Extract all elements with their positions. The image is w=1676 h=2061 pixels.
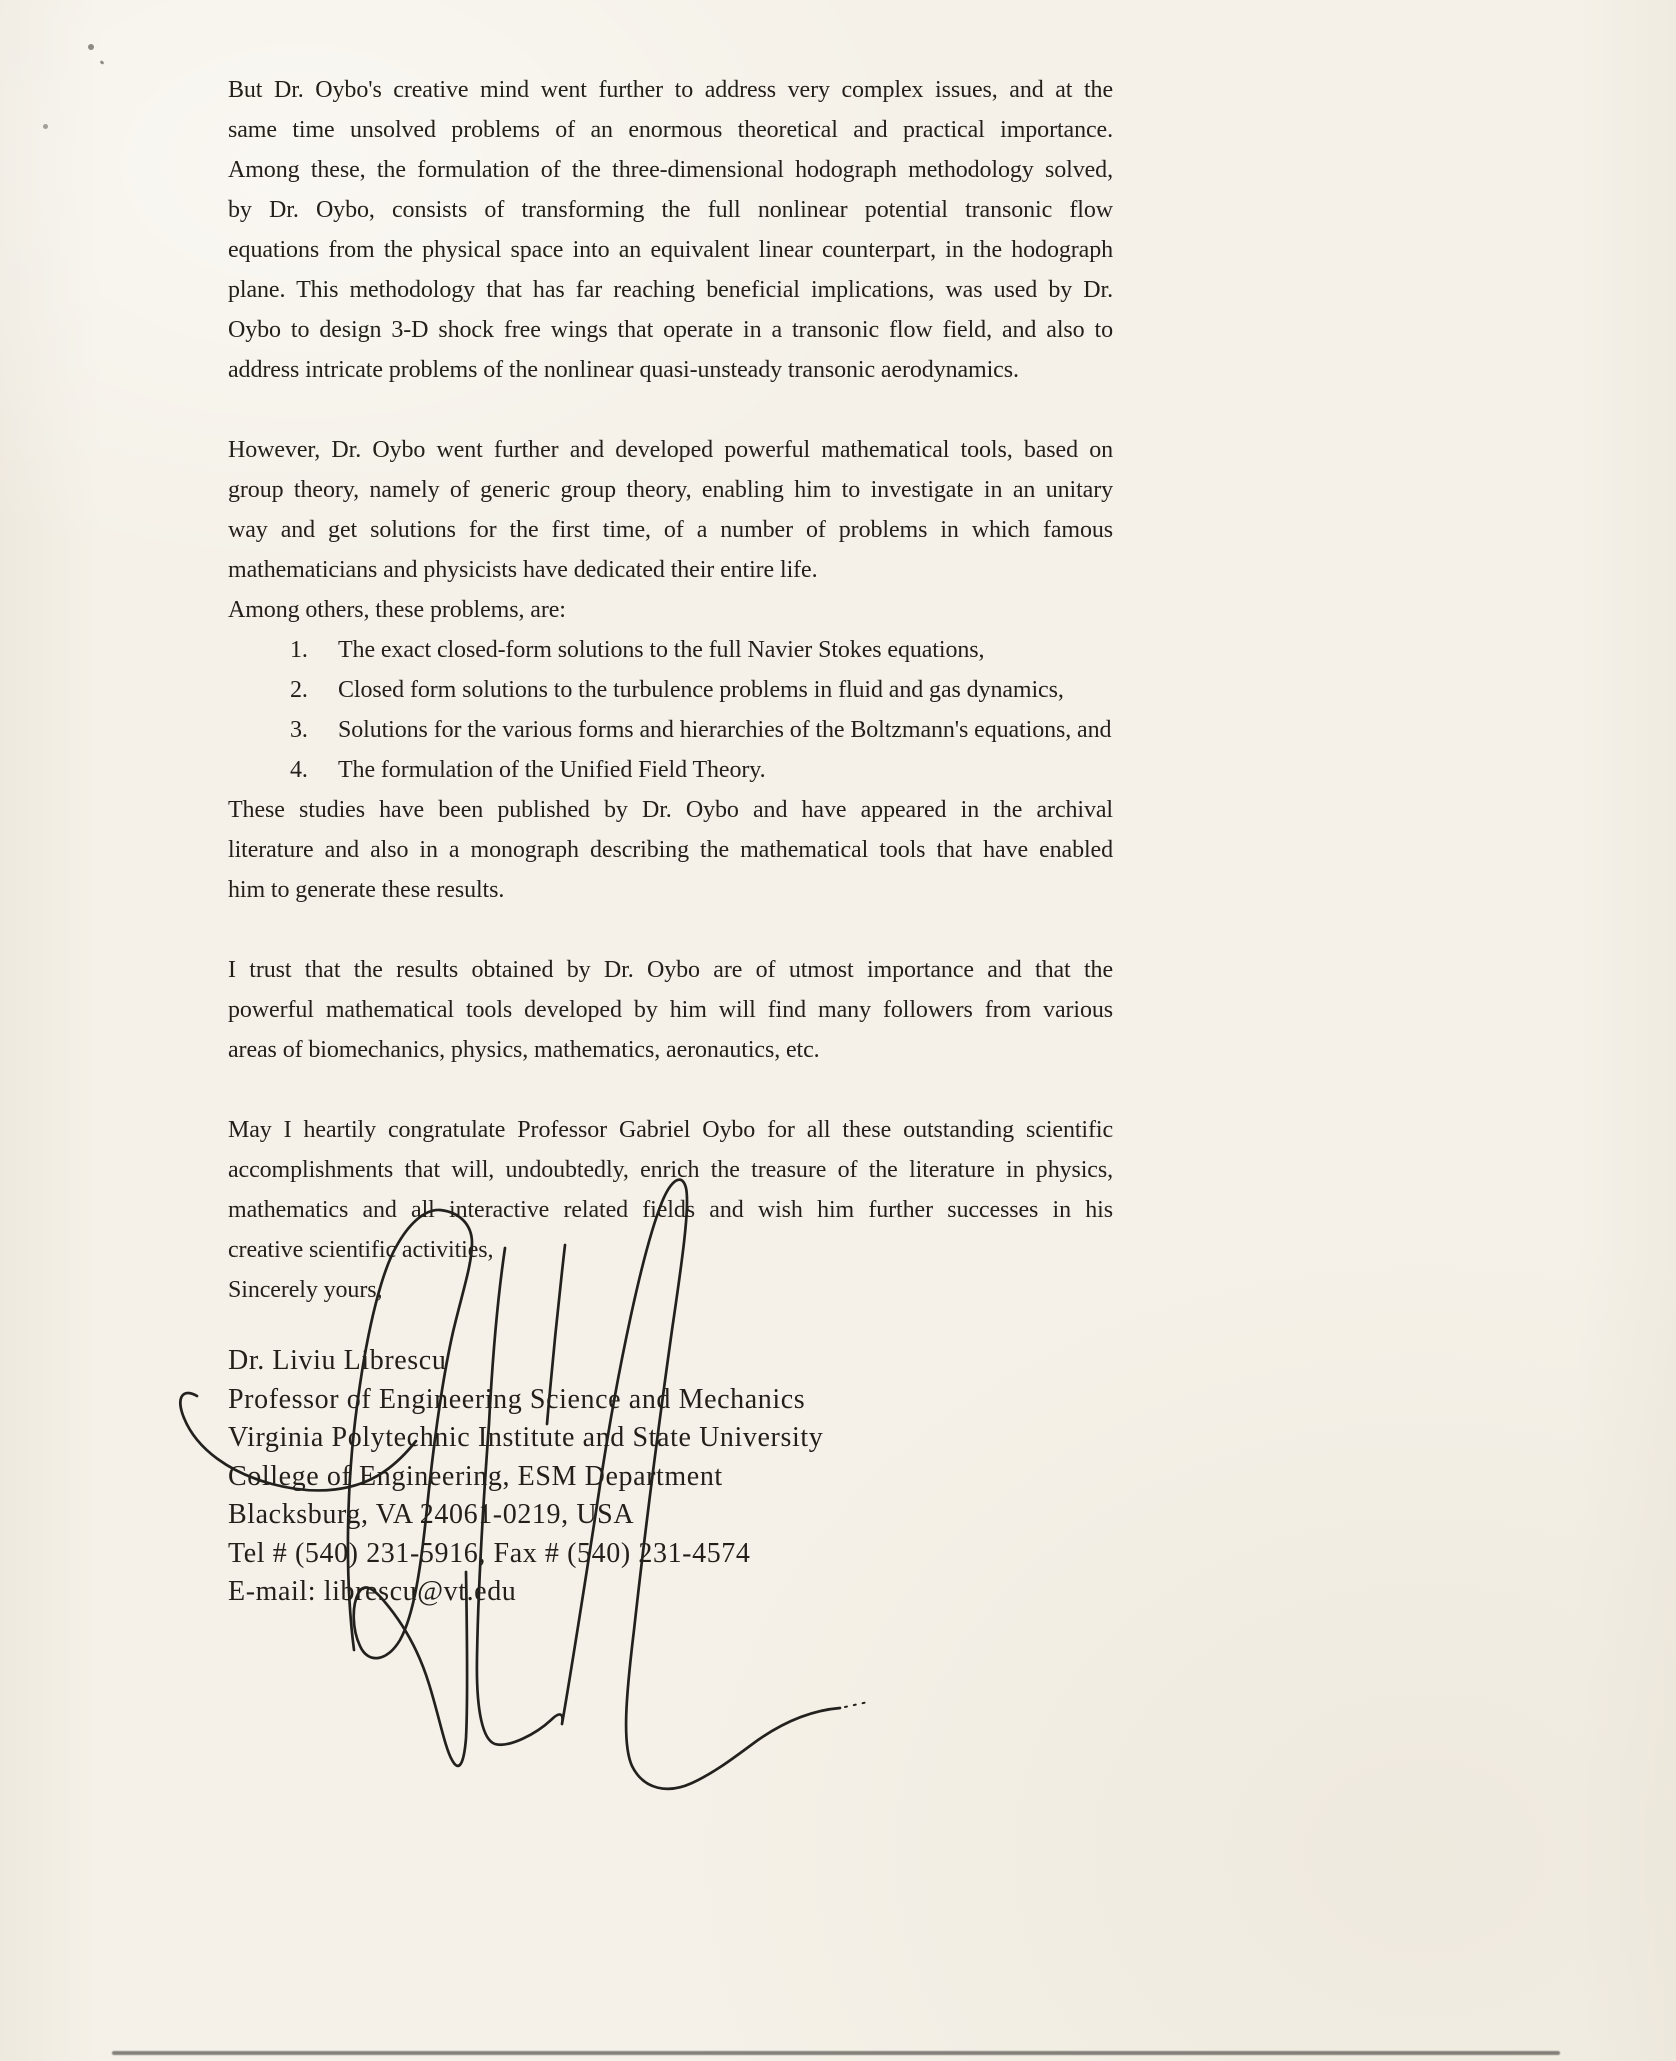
text-line: creative scientific activities, [228, 1237, 494, 1263]
list-item [228, 710, 1113, 750]
list-item-number: 1. [290, 637, 308, 663]
text-line: Among these, the formulation of the three-dimensional hodograph methodology solved, [228, 157, 1113, 183]
signature-block-line: Dr. Liviu Librescu [228, 1345, 447, 1376]
text-line: powerful mathematical tools developed by him will find many followers from various [228, 997, 1113, 1023]
text-line: mathematics and all interactive related fields and wish him further successes in his [228, 1197, 1113, 1223]
list-item-text: Solutions for the various forms and hierarchies of the Boltzmann's equations, and [338, 717, 1112, 743]
signature-block-line: Virginia Polytechnic Institute and State University [228, 1422, 824, 1453]
text-line: literature and also in a monograph describing the mathematical tools that have enabled [228, 837, 1113, 863]
text-line: These studies have been published by Dr. Oybo and have appeared in the archival [228, 797, 1113, 823]
list-item-text: The formulation of the Unified Field Theory. [338, 757, 766, 783]
paragraph-group-theory [228, 430, 1113, 630]
signature-block-line: Professor of Engineering Science and Mechanics [228, 1383, 806, 1415]
text-line: him to generate these results. [228, 877, 505, 903]
signature-block [228, 1342, 1188, 1612]
paragraph-congratulation [228, 1110, 1113, 1310]
paragraph-hodograph [228, 70, 1113, 390]
text-line: areas of biomechanics, physics, mathematics, aeronautics, etc. [228, 1037, 820, 1063]
text-line: accomplishments that will, undoubtedly, enrich the treasure of the literature in physics, [228, 1157, 1113, 1183]
scan-dust-speck [100, 60, 105, 65]
text-line: same time unsolved problems of an enormous theoretical and practical importance. [228, 117, 1113, 143]
text-line: I trust that the results obtained by Dr. Oybo are of utmost importance and that the [228, 957, 1113, 983]
text-line: group theory, namely of generic group theory, enabling him to investigate in an unitary [228, 477, 1113, 503]
list-item [228, 670, 1113, 710]
list-item-number: 2. [290, 677, 308, 703]
text-line: May I heartily congratulate Professor Gabriel Oybo for all these outstanding scientific [228, 1117, 1113, 1143]
text-line: However, Dr. Oybo went further and developed powerful mathematical tools, based on [228, 437, 1113, 463]
paragraph-published-studies [228, 790, 1113, 910]
signature-block-line: College of Engineering, ESM Department [228, 1460, 723, 1492]
numbered-problem-list [228, 630, 1113, 790]
scan-dust-speck [43, 124, 48, 129]
signature-block-line: E-mail: librescu@vt.edu [228, 1576, 517, 1607]
text-line: address intricate problems of the nonlinear quasi-unsteady transonic aerodynamics. [228, 357, 1019, 383]
list-item-text: The exact closed-form solutions to the full Navier Stokes equations, [338, 637, 985, 663]
scanner-edge-artifact [112, 2051, 1560, 2055]
text-line: Oybo to design 3-D shock free wings that operate in a transonic flow field, and also to [228, 317, 1113, 343]
text-line: Sincerely yours, [228, 1277, 383, 1303]
text-line: way and get solutions for the first time, of a number of problems in which famous [228, 517, 1113, 543]
text-line: But Dr. Oybo's creative mind went further to address very complex issues, and at the [228, 77, 1113, 103]
list-item [228, 750, 1113, 790]
text-line: mathematicians and physicists have dedicated their entire life. [228, 557, 818, 583]
signature-dotted-tail [845, 1702, 868, 1707]
scan-dust-speck [88, 44, 94, 50]
list-item-number: 4. [290, 757, 308, 783]
list-item-text: Closed form solutions to the turbulence problems in fluid and gas dynamics, [338, 677, 1064, 703]
text-line: equations from the physical space into an equivalent linear counterpart, in the hodograph [228, 237, 1113, 263]
list-item-number: 3. [290, 717, 308, 743]
paragraph-trust [228, 950, 1113, 1070]
letter-body [228, 70, 1113, 1310]
text-line: plane. This methodology that has far reaching beneficial implications, was used by Dr. [228, 277, 1113, 303]
text-line: Among others, these problems, are: [228, 597, 566, 623]
signature-block-line: Blacksburg, VA 24061-0219, USA [228, 1499, 635, 1530]
text-line: by Dr. Oybo, consists of transforming the full nonlinear potential transonic flow [228, 197, 1113, 223]
signature-block-line: Tel # (540) 231-5916, Fax # (540) 231-4574 [228, 1537, 751, 1569]
list-item [228, 630, 1113, 670]
